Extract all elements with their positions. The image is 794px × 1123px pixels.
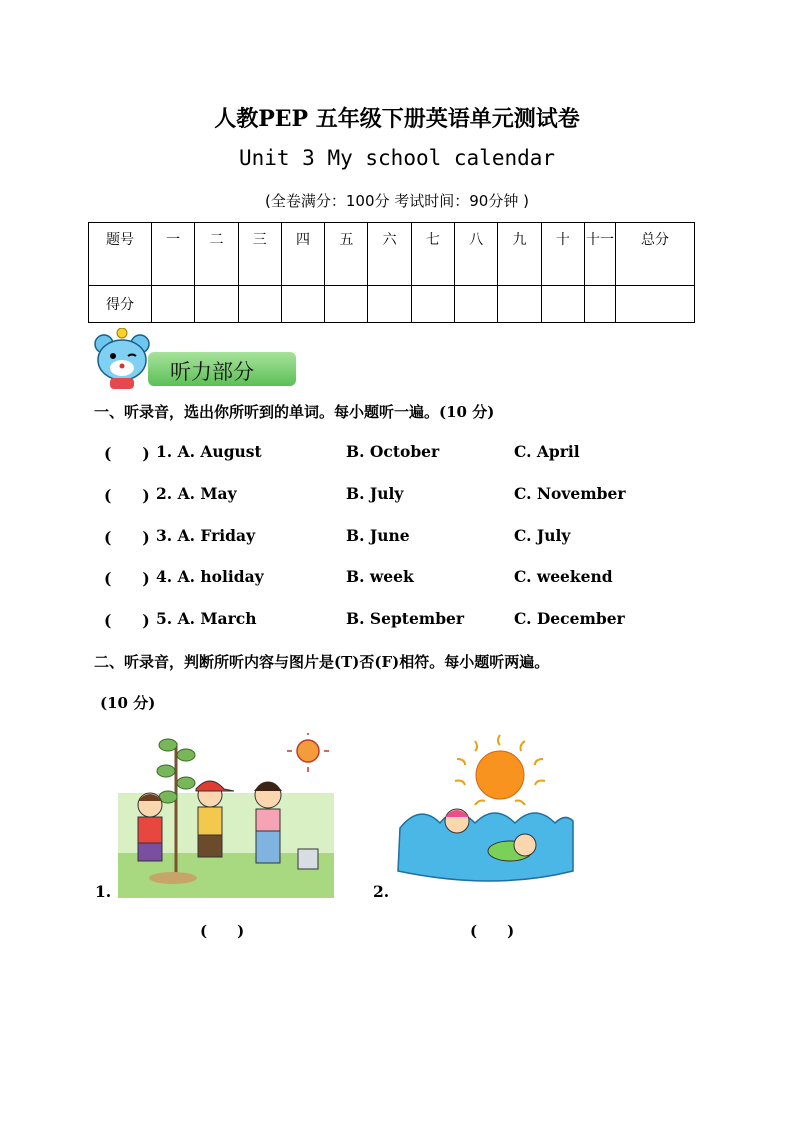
score-input-cell[interactable] [411,286,454,323]
score-header-cell: 八 [455,223,498,286]
score-input-cell[interactable] [238,286,281,323]
section2-score: (10 分) [100,694,156,712]
question-row [104,609,704,631]
score-header-cell: 二 [195,223,238,286]
score-input-cell[interactable] [368,286,411,323]
score-header-cell: 六 [368,223,411,286]
answer-bracket[interactable]: ( ) [104,528,150,547]
tree-planting-picture [118,733,334,898]
page-title: 人教PEP 五年级下册英语单元测试卷 [214,106,580,132]
unit-title: Unit 3 My school calendar [238,146,556,170]
question-row [104,442,704,464]
answer-bracket[interactable]: ( ) [104,611,150,630]
option-a: 5. A. March [156,609,257,628]
section2-heading: 二、听录音，判断所听内容与图片是(T)否(F)相符。每小题听两遍。 [94,653,550,671]
score-header-cell: 一 [152,223,195,286]
answer-bracket[interactable]: ( ) [104,569,150,588]
exam-info: (全卷满分：100分 考试时间：90分钟 ) [265,192,529,210]
score-input-cell[interactable] [498,286,541,323]
listening-banner [148,352,296,386]
score-input-cell[interactable] [281,286,324,323]
option-c: C. weekend [514,567,613,586]
option-c: C. July [514,526,571,545]
score-input-cell[interactable] [615,286,694,323]
option-a: 1. A. August [156,442,262,461]
score-input-cell[interactable] [152,286,195,323]
option-c: C. November [514,484,626,503]
option-c: C. April [514,442,580,461]
score-table [88,222,695,323]
score-input-cell[interactable] [325,286,368,323]
option-c: C. December [514,609,625,628]
question-row [104,567,704,589]
score-header-cell: 十 [541,223,584,286]
score-header-cell: 总分 [615,223,694,286]
bear-mascot-icon [92,328,152,390]
score-header-cell: 三 [238,223,281,286]
option-b: B. July [346,484,404,503]
score-header-cell: 五 [325,223,368,286]
option-b: B. September [346,609,465,628]
score-header-cell: 十一 [584,223,615,286]
question-row [104,526,704,548]
option-b: B. June [346,526,410,545]
score-row-label: 得分 [89,286,152,323]
swimming-picture [395,733,575,898]
question-row [104,484,704,506]
score-header-cell: 七 [411,223,454,286]
picture-2-number: 2. [373,882,390,901]
option-b: B. October [346,442,440,461]
score-input-cell[interactable] [584,286,615,323]
picture-1-number: 1. [95,882,112,901]
score-input-cell[interactable] [541,286,584,323]
score-header-cell: 四 [281,223,324,286]
option-b: B. week [346,567,414,586]
score-header-cell: 题号 [89,223,152,286]
picture-1-answer[interactable]: ( ) [200,922,245,940]
score-header-cell: 九 [498,223,541,286]
score-table-score-row [89,286,695,323]
score-input-cell[interactable] [195,286,238,323]
answer-bracket[interactable]: ( ) [104,486,150,505]
score-input-cell[interactable] [455,286,498,323]
option-a: 3. A. Friday [156,526,256,545]
score-table-header-row [89,223,695,286]
option-a: 4. A. holiday [156,567,264,586]
listening-banner-label: 听力部分 [170,360,254,384]
answer-bracket[interactable]: ( ) [104,444,150,463]
picture-2-answer[interactable]: ( ) [470,922,515,940]
option-a: 2. A. May [156,484,237,503]
section1-heading: 一、听录音，选出你所听到的单词。每小题听一遍。(10 分) [94,403,495,421]
